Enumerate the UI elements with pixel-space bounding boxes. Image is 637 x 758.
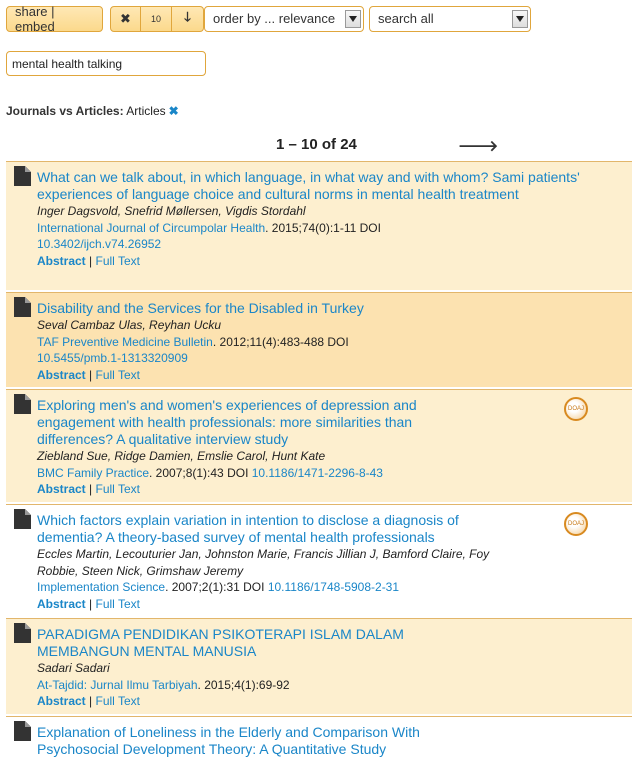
pagination-status: 1 – 10 of 24 bbox=[276, 136, 357, 153]
full-text-link[interactable]: Full Text bbox=[95, 694, 140, 708]
chevron-down-icon bbox=[512, 10, 528, 28]
result-title-link[interactable]: What can we talk about, in which language, in what way and with whom? Sami patients' experiences of language choice and cultural norms in mental health treatment bbox=[37, 169, 580, 202]
open-access-icon[interactable]: DOAJ bbox=[564, 397, 588, 421]
active-filter bbox=[6, 104, 179, 118]
result-authors: Eccles Martin, Lecouturier Jan, Johnston Marie, Francis Jillian J, Bamford Claire, Foy Robbie, Steen Nick, Grimshaw Jeremy bbox=[37, 547, 490, 578]
abstract-link[interactable]: Abstract bbox=[37, 694, 86, 708]
result-meta: . 2012;11(4):483-488 DOI bbox=[212, 334, 349, 349]
close-button[interactable] bbox=[110, 6, 141, 32]
search-input[interactable] bbox=[6, 51, 206, 76]
separator: | bbox=[89, 596, 93, 611]
doi-link[interactable]: 10.3402/ijch.v74.26952 bbox=[37, 237, 162, 251]
filter-value: Articles bbox=[126, 104, 166, 118]
result-item bbox=[6, 618, 632, 714]
arrow-down-icon: 🡓 bbox=[184, 9, 191, 24]
doi-link[interactable]: 10.5455/pmb.1-1313320909 bbox=[37, 351, 188, 365]
journal-link[interactable]: International Journal of Circumpolar Health bbox=[37, 220, 266, 235]
result-item bbox=[6, 161, 632, 290]
result-title-link[interactable]: Exploring men's and women's experiences of depression and engagement with health professionals: more similarities than differences? A qualitative interview study bbox=[37, 397, 417, 447]
separator: | bbox=[89, 694, 93, 708]
result-title-link[interactable]: Which factors explain variation in intention to disclose a diagnosis of dementia? A theory-based survey of mental health professionals bbox=[37, 512, 459, 545]
result-title-link[interactable]: Explanation of Loneliness in the Elderly and Comparison With Psychosocial Development Theory: A Quantitative Study bbox=[37, 724, 420, 757]
document-icon bbox=[14, 297, 31, 317]
result-authors: Seval Cambaz Ulas, Reyhan Ucku bbox=[37, 318, 222, 332]
abstract-link[interactable]: Abstract bbox=[37, 482, 86, 496]
result-item bbox=[6, 716, 632, 756]
share-embed-button[interactable]: share | embed bbox=[6, 6, 103, 32]
journal-link[interactable]: TAF Preventive Medicine Bulletin bbox=[37, 334, 213, 349]
filter-label: Journals vs Articles: bbox=[6, 104, 124, 118]
result-item bbox=[6, 389, 632, 502]
separator: | bbox=[89, 367, 93, 382]
journal-link[interactable]: Implementation Science bbox=[37, 580, 166, 594]
result-title-link[interactable]: PARADIGMA PENDIDIKAN PSIKOTERAPI ISLAM DALAM MEMBANGUN MENTAL MANUSIA bbox=[37, 626, 404, 659]
result-authors: Inger Dagsvold, Snefrid Møllersen, Vigdis Stordahl bbox=[37, 204, 306, 218]
page-size-group bbox=[110, 6, 204, 32]
full-text-link[interactable]: Full Text bbox=[95, 253, 140, 268]
remove-filter-icon[interactable]: ✖ bbox=[168, 104, 179, 118]
order-select[interactable] bbox=[204, 6, 364, 32]
order-select-label: order by ... relevance bbox=[213, 11, 336, 26]
arrow-right-icon: 🡒 bbox=[458, 138, 499, 155]
result-meta: . 2007;2(1):31 DOI bbox=[165, 580, 265, 594]
result-meta: . 2007;8(1):43 DOI bbox=[149, 465, 249, 480]
abstract-link[interactable]: Abstract bbox=[37, 367, 86, 382]
doi-link[interactable]: 10.1186/1748-5908-2-31 bbox=[267, 580, 400, 594]
doi-link[interactable]: 10.1186/1471-2296-8-43 bbox=[251, 465, 383, 480]
document-icon bbox=[14, 623, 31, 643]
document-icon bbox=[14, 166, 31, 186]
result-item bbox=[6, 292, 632, 387]
result-meta: . 2015;4(1):69-92 bbox=[197, 677, 290, 692]
arrow-down-button[interactable] bbox=[172, 6, 204, 32]
separator: | bbox=[89, 482, 93, 496]
document-icon bbox=[14, 394, 31, 414]
result-item bbox=[6, 504, 632, 616]
page-size-value[interactable]: 10 bbox=[141, 6, 172, 32]
close-icon: ✖ bbox=[120, 11, 131, 26]
chevron-down-icon bbox=[345, 10, 361, 28]
result-authors: Ziebland Sue, Ridge Damien, Emslie Carol, Hunt Kate bbox=[37, 449, 326, 463]
document-icon bbox=[14, 509, 31, 529]
result-meta: . 2015;74(0):1-11 DOI bbox=[265, 220, 381, 235]
result-title-link[interactable]: Disability and the Services for the Disabled in Turkey bbox=[37, 300, 364, 316]
abstract-link[interactable]: Abstract bbox=[37, 596, 86, 611]
next-page-button[interactable] bbox=[458, 136, 498, 155]
result-authors: Sadari Sadari bbox=[37, 661, 110, 675]
document-icon bbox=[14, 721, 31, 741]
full-text-link[interactable]: Full Text bbox=[95, 596, 140, 611]
abstract-link[interactable]: Abstract bbox=[37, 253, 86, 268]
journal-link[interactable]: At-Tajdid: Jurnal Ilmu Tarbiyah bbox=[37, 677, 198, 692]
separator: | bbox=[89, 253, 93, 268]
full-text-link[interactable]: Full Text bbox=[95, 367, 140, 382]
journal-link[interactable]: BMC Family Practice bbox=[37, 465, 150, 480]
full-text-link[interactable]: Full Text bbox=[95, 482, 140, 496]
open-access-icon[interactable]: DOAJ bbox=[564, 512, 588, 536]
search-scope-select[interactable] bbox=[369, 6, 531, 32]
search-scope-label: search all bbox=[378, 11, 434, 26]
